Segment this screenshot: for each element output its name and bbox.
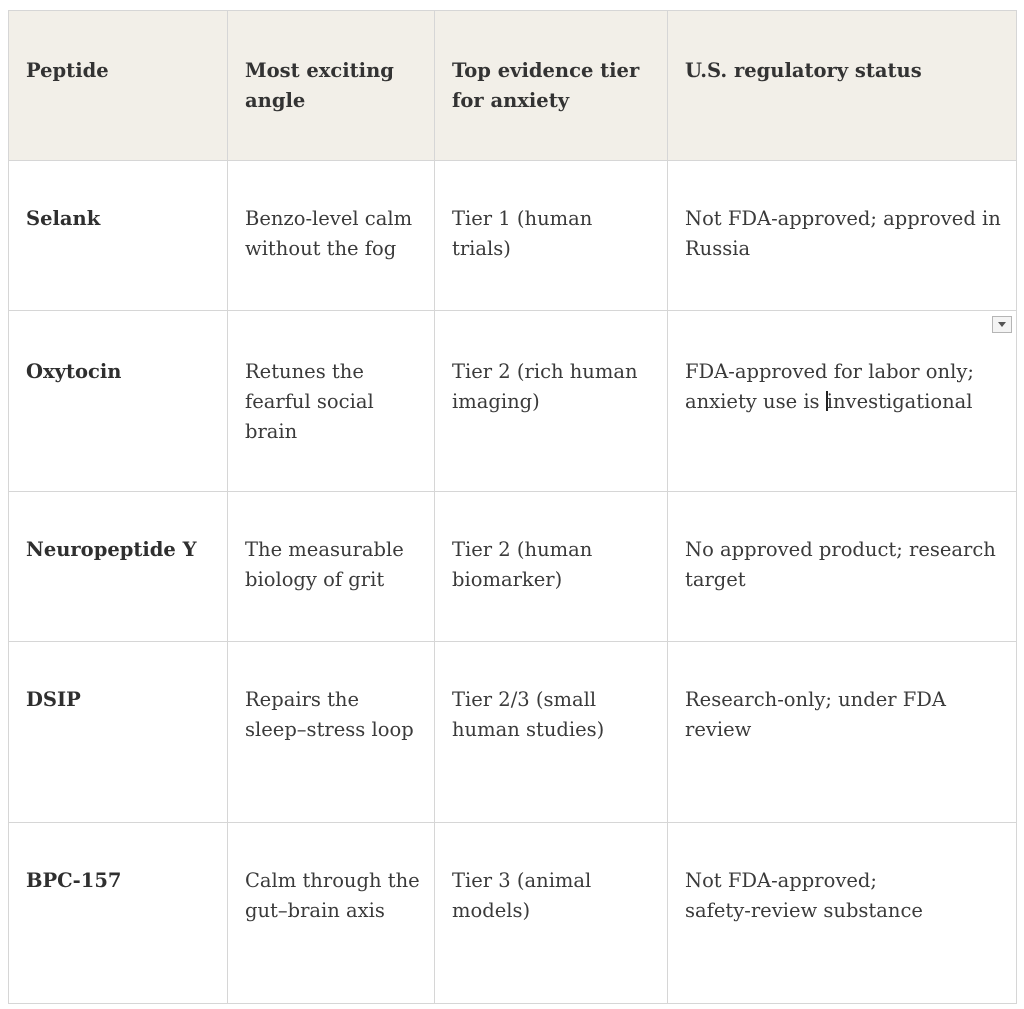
tier-text: Tier 1 (human trials) [452,207,593,260]
peptide-comparison-table [8,10,1017,1004]
status-line: safety-review substance [685,899,923,922]
table-row-selank [9,161,1017,311]
table-cell[interactable] [9,642,228,823]
table-cell[interactable] [668,492,1017,642]
table-cell[interactable] [228,311,435,492]
table-row-dsip [9,642,1017,823]
table-cell[interactable] [435,642,668,823]
dropdown-arrow-icon[interactable] [992,316,1012,333]
table-row-bpc-157 [9,823,1017,1004]
angle-text: The measurable biology of grit [245,538,404,591]
table-cell[interactable] [9,492,228,642]
table-cell[interactable] [228,492,435,642]
status-text[interactable] [668,357,1016,417]
table-row-neuropeptide-y [9,492,1017,642]
tier-text: Tier 2 (rich human imaging) [452,360,638,413]
table-cell[interactable] [9,311,228,492]
status-text-after-cursor: investigational [826,390,973,413]
table-row-oxytocin [9,311,1017,492]
header-evidence-tier-label: Top evidence tier for anxiety [452,59,640,112]
header-peptide[interactable] [9,11,228,161]
table-cell[interactable] [9,161,228,311]
table-cell[interactable] [435,311,668,492]
header-regulatory-status[interactable] [668,11,1017,161]
header-angle-label: Most exciting angle [245,59,394,112]
status-text: No approved product; research target [685,538,996,591]
table-cell[interactable] [435,492,668,642]
status-text-before-cursor: FDA-approved for labor only; anxiety use is [685,360,974,413]
table-cell[interactable] [668,642,1017,823]
header-regulatory-status-label: U.S. regulatory status [685,59,922,82]
table-cell[interactable] [228,823,435,1004]
peptide-name: DSIP [26,688,81,711]
table-cell[interactable] [228,161,435,311]
peptide-name: Oxytocin [26,360,122,383]
angle-text: Repairs the sleep–stress loop [245,688,414,741]
table-cell[interactable] [9,823,228,1004]
angle-text: Calm through the gut–brain axis [245,869,420,922]
peptide-name: Selank [26,207,101,230]
table-cell[interactable] [228,642,435,823]
table-header [9,11,1017,161]
table-cell[interactable] [435,823,668,1004]
tier-text: Tier 2/3 (small human studies) [452,688,605,741]
header-peptide-label: Peptide [26,59,109,82]
peptide-name: BPC-157 [26,869,122,892]
table-cell[interactable] [435,161,668,311]
status-text: Research-only; under FDA review [685,688,947,741]
angle-text: Retunes the fearful social brain [245,360,374,443]
status-line: Not FDA-approved; [685,869,877,892]
peptide-name: Neuropeptide Y [26,538,197,561]
status-text [668,866,1016,926]
header-row [9,11,1017,161]
table-cell-active[interactable] [668,311,1017,492]
table-cell[interactable] [668,823,1017,1004]
angle-text: Benzo-level calm without the fog [245,207,413,260]
header-angle[interactable] [228,11,435,161]
status-text: Not FDA-approved; approved in Russia [685,207,1001,260]
tier-text: Tier 2 (human biomarker) [452,538,593,591]
header-evidence-tier[interactable] [435,11,668,161]
tier-text: Tier 3 (animal models) [452,869,592,922]
table-cell[interactable] [668,161,1017,311]
